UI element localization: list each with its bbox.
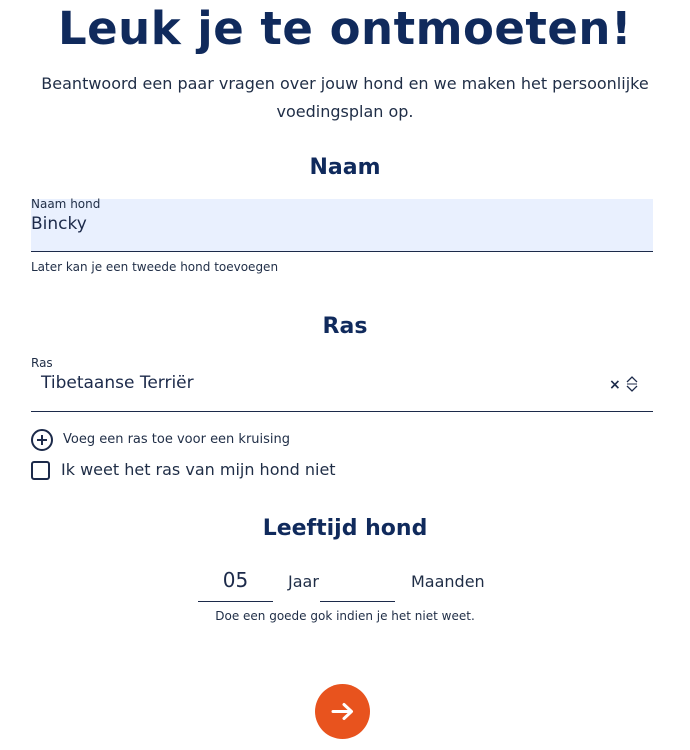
dog-name-label: Naam hond: [31, 197, 101, 211]
add-crossbreed-link[interactable]: Voeg een ras toe voor een kruising: [63, 432, 291, 447]
age-months-unit: Maanden: [411, 572, 485, 591]
arrow-right-icon: [315, 684, 370, 739]
dog-name-helper: Later kan je een tweede hond toevoegen: [31, 260, 279, 274]
age-years-input[interactable]: 05: [198, 565, 273, 602]
page-title: Leuk je te ontmoeten!: [57, 2, 632, 55]
age-years-unit: Jaar: [288, 572, 319, 591]
breed-select[interactable]: [31, 356, 653, 412]
intro-line-2: voedingsplan op.: [276, 102, 414, 121]
age-months-input[interactable]: [320, 565, 395, 602]
intro-line-1: Beantwoord een paar vragen over jouw hond en we maken het persoonlijke: [41, 74, 649, 93]
intro-text: [30, 70, 660, 126]
breed-heading: Ras: [322, 314, 368, 339]
name-heading: Naam: [309, 155, 381, 180]
next-button[interactable]: [315, 684, 370, 739]
age-helper: Doe een goede gok indien je het niet weet.: [215, 609, 475, 623]
unknown-breed-checkbox[interactable]: [31, 461, 50, 480]
dog-name-value[interactable]: Bincky: [31, 214, 87, 234]
plus-circle-icon[interactable]: [31, 429, 53, 451]
breed-value[interactable]: Tibetaanse Terriër: [41, 373, 194, 393]
close-icon[interactable]: ×: [609, 377, 621, 393]
dog-name-field[interactable]: [31, 199, 653, 252]
age-heading: Leeftijd hond: [262, 516, 428, 541]
unknown-breed-label[interactable]: Ik weet het ras van mijn hond niet: [61, 460, 336, 479]
breed-label: Ras: [31, 356, 53, 370]
chevron-up-down-icon[interactable]: [625, 373, 639, 395]
